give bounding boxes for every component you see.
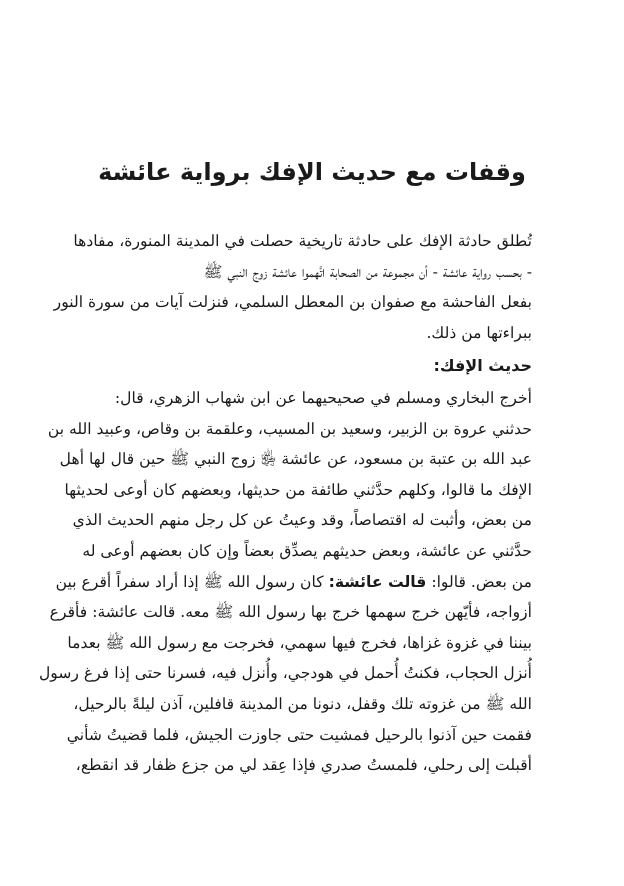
text-line: حدَّثني عن عائشة، وبعض حديثهم يصدِّق بعضاً وإن كان بعضهم أوعى له: [82, 541, 532, 560]
text-line: أخرج البخاري ومسلم في صحيحيهما عن ابن شهاب الزهري، قال:: [114, 389, 532, 407]
text-line: بفعل الفاحشة مع صفوان بن المعطل السلمي، فنزلت آيات من سورة النور: [53, 293, 532, 312]
text-line: الله ﷺ من غزوته تلك وقفل، دنونا من المدينة قافلين، آذن ليلةً بالرحيل،: [73, 694, 532, 713]
section-heading: حديث الإفك:: [433, 356, 532, 375]
page-title: وقفات مع حديث الإفك برواية عائشة: [98, 158, 526, 186]
text-line: فقمت حين آذنوا بالرحيل فمشيت حتى جاوزت الجيش، فلما قضيتُ شأني: [66, 725, 532, 744]
text-line: ببراءتها من ذلك.: [426, 323, 532, 342]
text-line: الإفك ما قالوا، وكلهم حدَّثني طائفة من حديثها، وبعضهم كان أوعى لحديثها: [64, 480, 532, 499]
text-line-with-highlight: [55, 567, 532, 598]
text-line: أقبلت إلى رحلي، فلمستُ صدري فإذا عِقد لي من جزع ظفار قد انقطع،: [75, 756, 532, 775]
hadith-text: [38, 383, 532, 781]
text-line: من بعض، وأثبت له اقتصاصاً، وقد وعيتُ عن كل رجل منهم الحديث الذي: [72, 511, 532, 530]
intro-paragraph: [53, 226, 532, 348]
text-line: بيننا في غزوة غزاها، فخرج فيها سهمي، فخرجت مع رسول الله ﷺ بعدما: [67, 633, 532, 652]
text-line: تُطلق حادثة الإفك على حادثة تاريخية حصلت في المدينة المنورة، مفادها: [73, 232, 532, 250]
text-line: - بحسب رواية عائشة - أن مجموعة من الصحابة اتَّهموا عائشة زوج النبي ﷺ: [203, 262, 532, 281]
text-segment: كان رسول الله ﷺ إذا أراد سفراً أقرع بين: [55, 572, 329, 591]
text-line: حدثني عروة بن الزبير، وسعيد بن المسيب، وعلقمة بن وقاص، وعبيد الله بن: [47, 419, 532, 438]
text-line: عبد الله بن عتبة بن مسعود، عن عائشة ﵂ زوج النبي ﷺ حين قال لها أهل: [59, 450, 532, 469]
text-line: أزواجه، فأيّهن خرج سهمها خرج بها رسول الله ﷺ معه. قالت عائشة: فأقرع: [49, 603, 532, 622]
text-line: أُنزل الحجاب، فكنتُ أُحمل في هودجي، وأُنزل فيه، فسرنا حتى إذا فرغ رسول: [38, 664, 532, 683]
text-segment: من بعض. قالوا:: [426, 572, 532, 591]
highlighted-phrase: قالت عائشة:: [328, 572, 427, 591]
